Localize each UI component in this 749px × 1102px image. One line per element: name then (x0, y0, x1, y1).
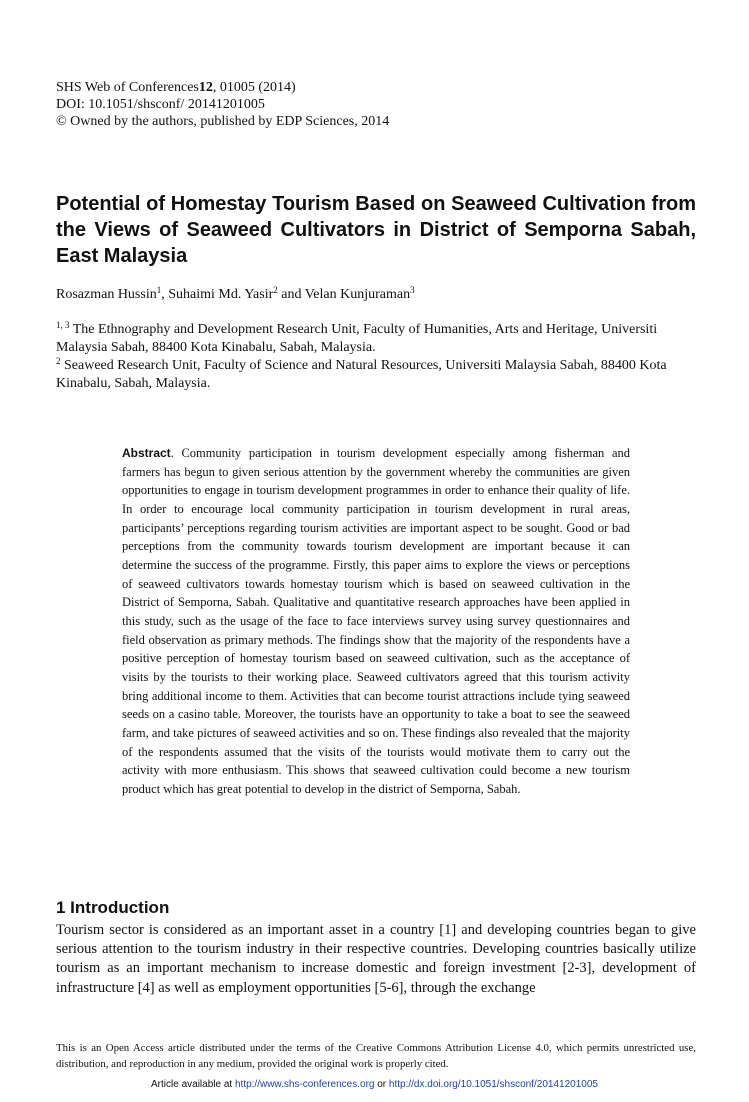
abstract-label: Abstract (122, 446, 171, 460)
journal-doi: DOI: 10.1051/shsconf/ 20141201005 (56, 97, 265, 112)
affiliation-item: $^{1, 3}$ The Ethnography and Development Research Unit, Faculty of Humanities, Arts and Heritage, Universiti Malaysia Sabah, 88400 Kota Kinabalu, Sabah, Malaysia. (56, 320, 658, 355)
journal-citation: SHS Web of Conferences12, 01005 (2014) (56, 80, 296, 95)
journal-header (56, 79, 389, 130)
author-affiliation-mark: 2 (273, 285, 278, 295)
doi-link[interactable]: http://dx.doi.org/10.1051/shsconf/20141201005 (388, 1079, 598, 1090)
paper-title: Potential of Homestay Tourism Based on Seaweed Cultivation from the Views of Seaweed Cultivators in District of Semporna Sabah, East Malaysia (56, 193, 696, 267)
author-affiliation-mark: 1 (156, 285, 162, 295)
author-name: Suhaimi Md. Yasir (168, 287, 274, 302)
author-name: Velan Kunjuraman (304, 287, 411, 302)
author-affiliation-mark: 3 (410, 285, 415, 295)
abstract (122, 444, 630, 798)
author-list: Rosazman Hussin$^1$, Suhaimi Md. Yasir$^2$ and Velan Kunjuraman$^3$ (56, 285, 415, 302)
section-heading: 1 Introduction (56, 898, 170, 917)
affiliation-item: $^2$ Seaweed Research Unit, Faculty of Science and Natural Resources, Universiti Malaysia Sabah, 88400 Kota Kinabalu, Sabah, Malaysia. (56, 356, 667, 391)
section-body: Tourism sector is considered as an important asset in a country [1] and developing countries began to give serious attention to the tourism industry in their respective countries. Developing countries basically utilize tourism as an important mechanism to increase domestic and foreign investment [2-3], development of infrastructure [4] as well as employment opportunities [5-6], through the exchange (56, 922, 696, 996)
license-footnote: This is an Open Access article distributed under the terms of the Creative Commons Attribution License 4.0, which permits unrestricted use, distribution, and reproduction in any medium, provided the original work is properly cited. (56, 1042, 696, 1070)
author-name: Rosazman Hussin (56, 287, 157, 302)
article-availability: Article available at http://www.shs-conferences.org or http://dx.doi.org/10.1051/shsconf/20141201005 (151, 1079, 598, 1090)
abstract-text: . Community participation in tourism development especially among fisherman and farmers has begun to given serious attention by the government whereby the communities are given opportunities to engage in tourism development programmes in order to enhance their quality of life. In order to encourage local community participation in tourism development in rural areas, participants’ perceptions regarding tourism activities are important aspect to be sought. Good or bad perceptions from the community towards tourism development are important because it can determine the success of the programme. Firstly, this paper aims to explore the views or perceptions of seaweed cultivators towards homestay tourism which is based on seaweed cultivation in the District of Semporna, Sabah. Qualitative and quantitative research approaches have been applied in this study, such as the usage of the face to face interviews survey using survey questionnaires and field observation as primary methods. The findings show that the majority of the respondents have a positive perception of homestay tourism based on seaweed cultivation, such as the acceptance of visits by the tourists to their working place. Seaweed cultivators agreed that this tourism activity bring additional income to them. Activities that can become tourist attractions include tying seaweed seeds on a casino table. Moreover, the tourists have an opportunity to take a boat to see the seaweed farm, and take pictures of seaweed activities and so on. These findings also revealed that the majority of the respondents assumed that the visits of the tourists would motivate them to carry out the activity with more enthusiasm. This shows that seaweed cultivation could become a new tourism product which has great potential to develop in the district of Semporna, Sabah. (122, 446, 630, 796)
journal-website-link[interactable]: http://www.shs-conferences.org (234, 1079, 375, 1090)
copyright-notice: © Owned by the authors, published by EDP Sciences, 2014 (56, 114, 390, 129)
journal-volume: 12 (198, 80, 213, 95)
affiliations (56, 321, 706, 393)
